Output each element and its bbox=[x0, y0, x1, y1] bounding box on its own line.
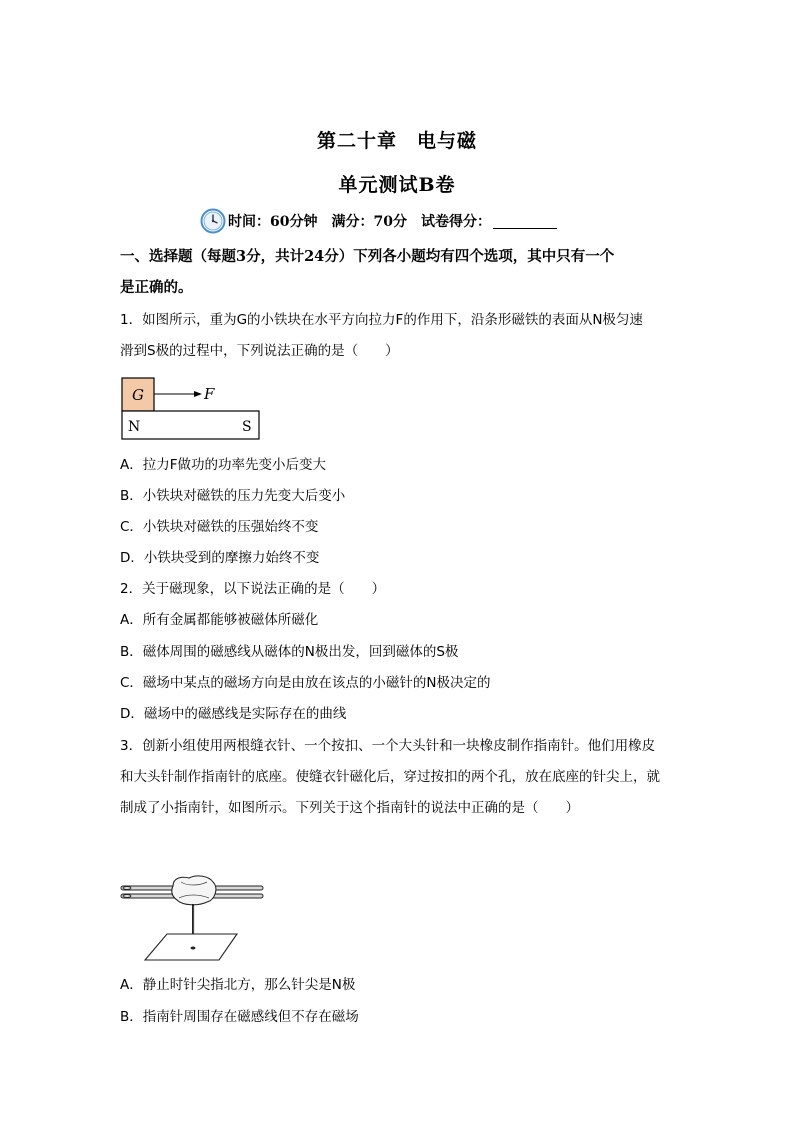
question-3-stem-cont: 和大头针制作指南针的底座。使缝衣针磁化后，穿过按扣的两个孔，放在底座的针尖上，就 bbox=[120, 769, 660, 785]
question-1-stem: 1．如图所示，重为G的小铁块在水平方向拉力F的作用下，沿条形磁铁的表面从N极匀速 bbox=[120, 312, 643, 328]
section-heading: 一、选择题（每题3分，共计24分）下列各小题均有四个选项，其中只有一个 bbox=[120, 248, 615, 265]
question-2-option-a: A．所有金属都能够被磁体所磁化 bbox=[120, 612, 319, 628]
bar-magnet bbox=[122, 411, 259, 439]
question-2-option-c: C．磁场中某点的磁场方向是由放在该点的小磁针的N极决定的 bbox=[120, 675, 491, 691]
score-blank[interactable] bbox=[493, 214, 557, 229]
exam-meta bbox=[200, 208, 620, 234]
magnet-figure bbox=[120, 376, 265, 442]
question-1-stem-cont: 滑到S极的过程中，下列说法正确的是（ ） bbox=[120, 343, 399, 359]
time-label: 时间：60分钟 bbox=[228, 214, 318, 230]
question-1-option-d: D．小铁块受到的摩擦力始终不变 bbox=[120, 550, 320, 566]
score-earned-label: 试卷得分： bbox=[420, 214, 491, 230]
question-3-option-a: A．静止时针尖指北方，那么针尖是N极 bbox=[120, 977, 356, 993]
clock-icon bbox=[200, 208, 226, 234]
compass-figure bbox=[115, 866, 270, 966]
south-pole-label: S bbox=[242, 419, 252, 435]
question-1-option-a: A．拉力F做功的功率先变小后变大 bbox=[120, 457, 326, 473]
section-heading-cont: 是正确的。 bbox=[120, 279, 193, 296]
force-label: F bbox=[204, 385, 215, 403]
score-label: 满分：70分 bbox=[331, 214, 407, 230]
test-title: 单元测试B卷 bbox=[338, 174, 456, 196]
question-2-option-d: D．磁场中的磁感线是实际存在的曲线 bbox=[120, 706, 347, 722]
force-arrowhead bbox=[194, 391, 202, 397]
eraser-base bbox=[145, 934, 237, 960]
question-3-stem: 3．创新小组使用两根缝衣针、一个按扣、一个大头针和一块橡皮制作指南针。他们用橡皮 bbox=[120, 738, 656, 754]
north-pole-label: N bbox=[128, 419, 141, 435]
question-2-option-b: B．磁体周围的磁感线从磁体的N极出发，回到磁体的S极 bbox=[120, 644, 459, 660]
snap-button bbox=[172, 876, 216, 905]
question-1-option-c: C．小铁块对磁铁的压强始终不变 bbox=[120, 519, 319, 535]
question-2-stem: 2．关于磁现象，以下说法正确的是（ ） bbox=[120, 581, 386, 597]
question-3-option-b: B．指南针周围存在磁感线但不存在磁场 bbox=[120, 1009, 359, 1025]
chapter-title: 第二十章 电与磁 bbox=[316, 130, 477, 152]
question-1-option-b: B．小铁块对磁铁的压力先变大后变小 bbox=[120, 488, 346, 504]
question-3-stem-cont-2: 制成了小指南针，如图所示。下列关于这个指南针的说法中正确的是（ ） bbox=[120, 800, 579, 816]
block-label: G bbox=[132, 386, 144, 404]
